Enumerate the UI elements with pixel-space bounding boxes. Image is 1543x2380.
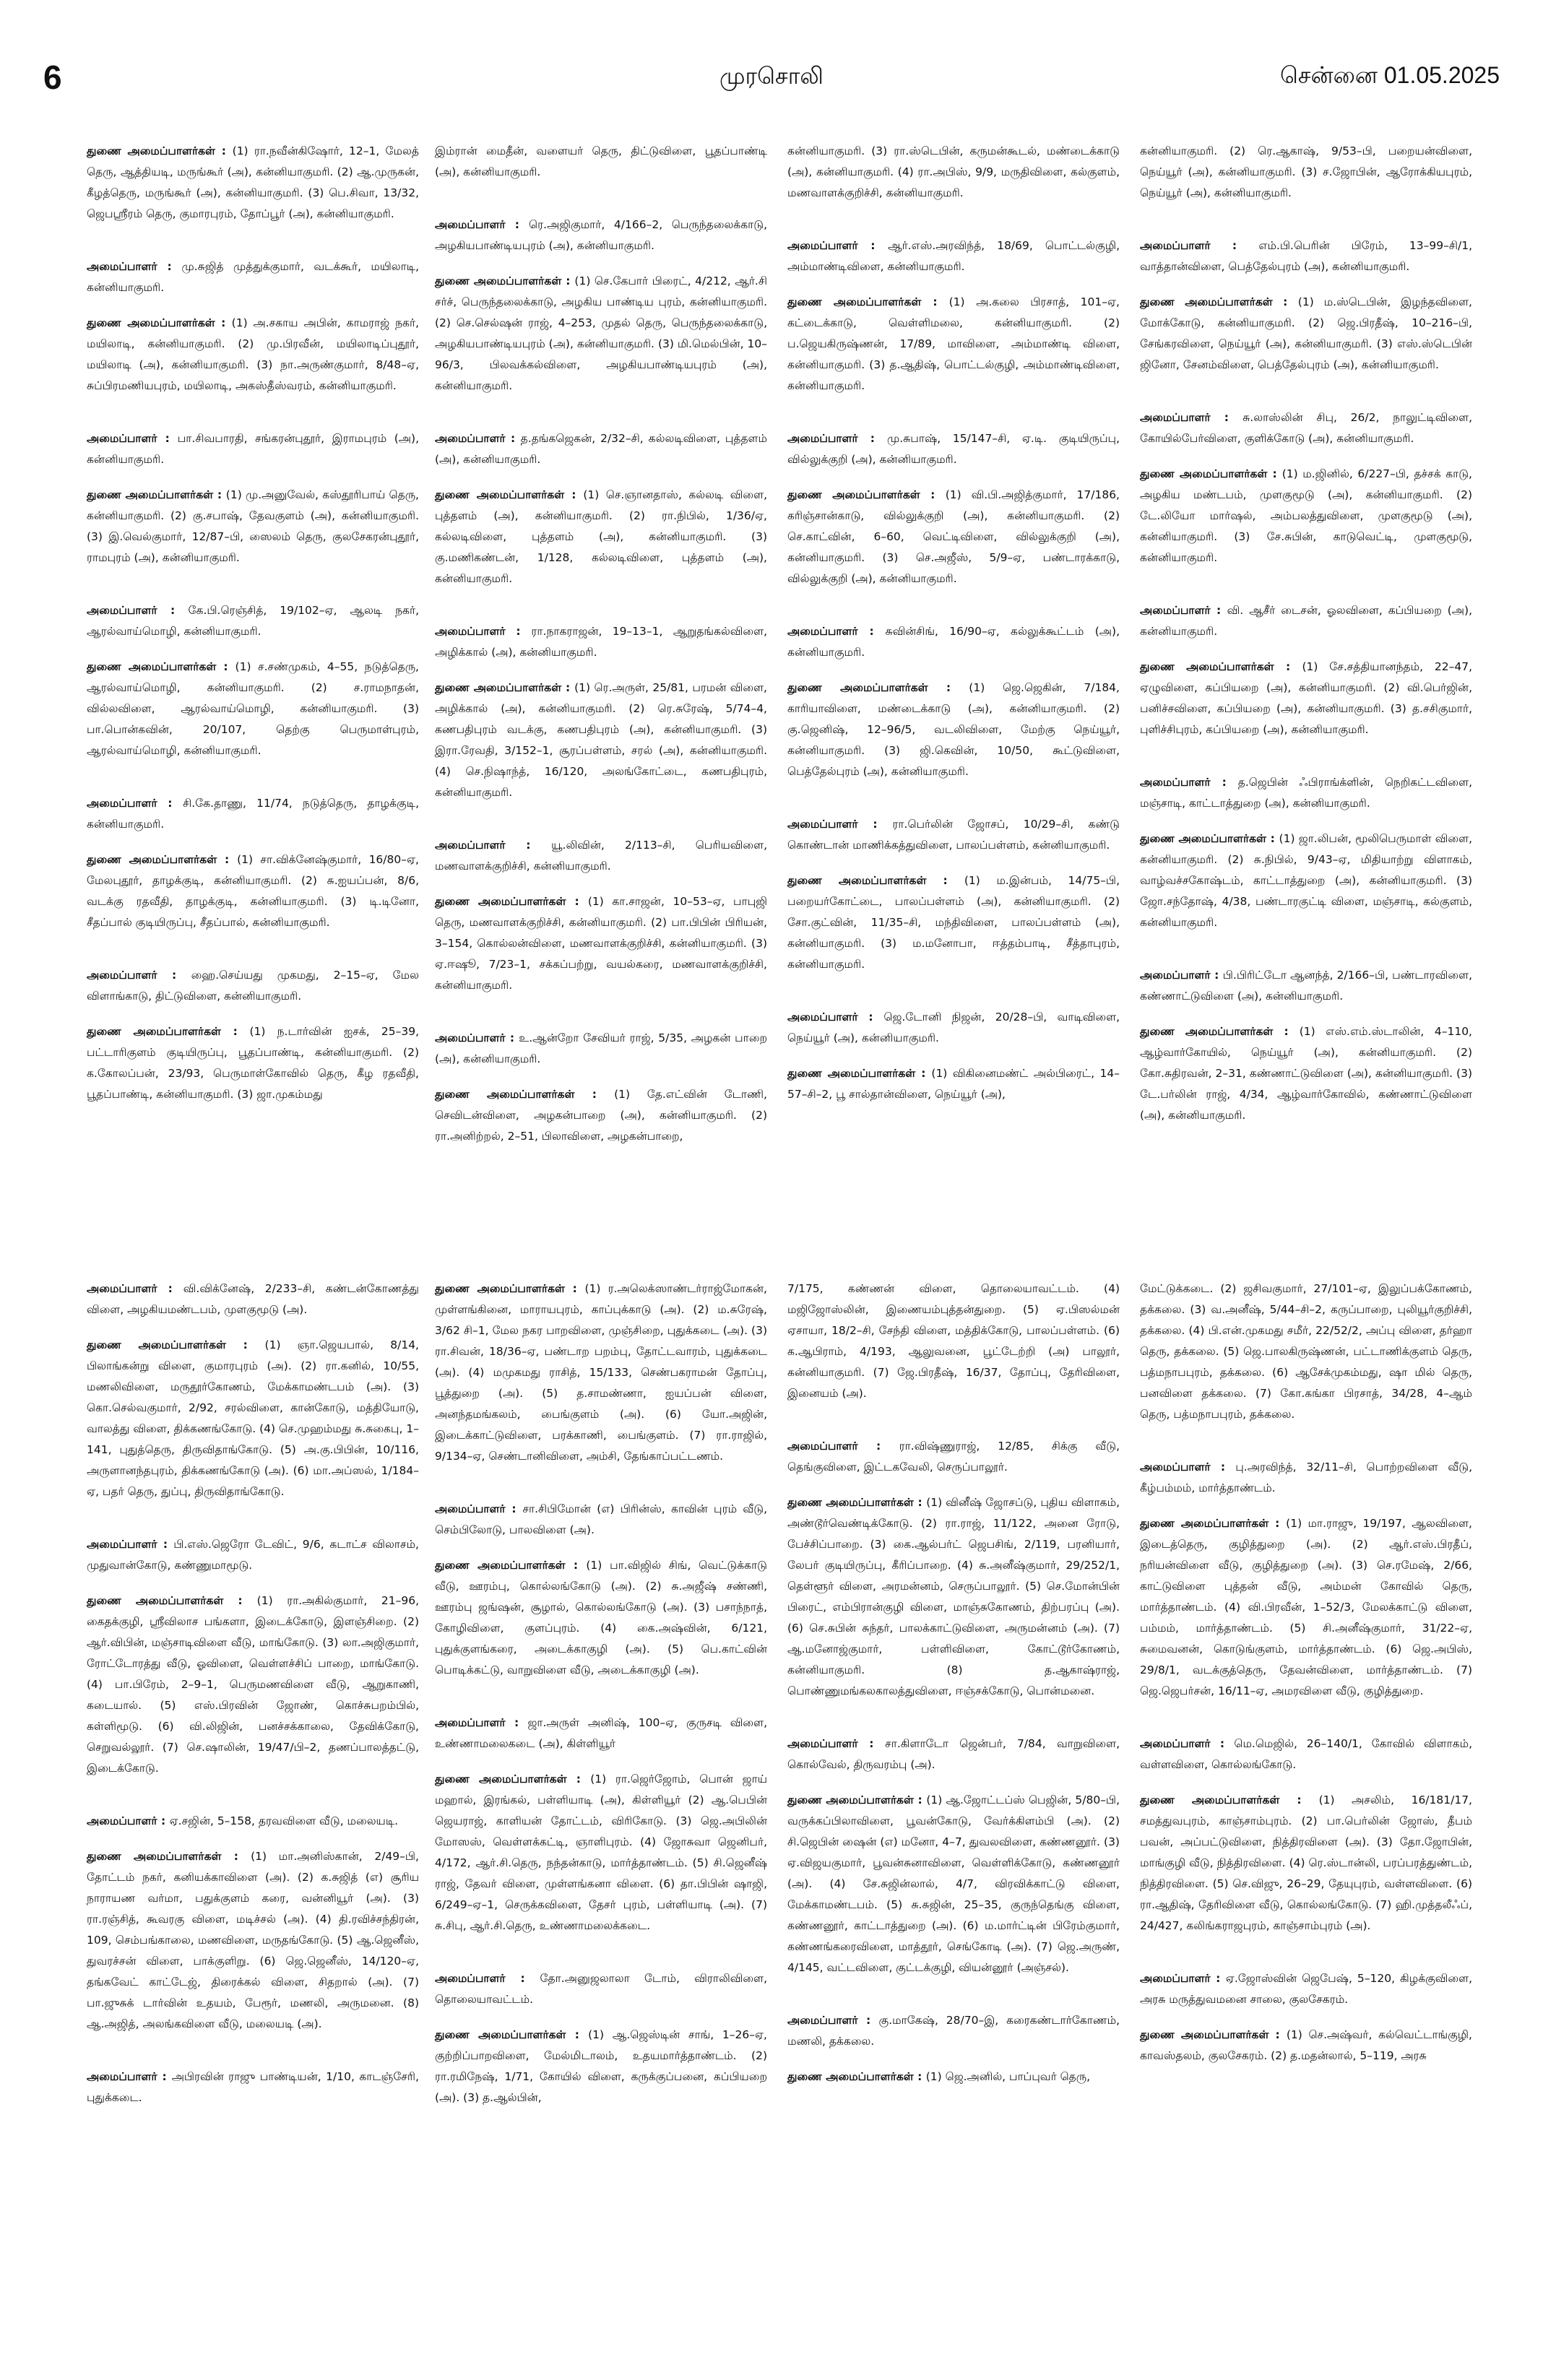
entry-text: சு.லாஸ்லின் சிபு, 26/2, நாலுட்டிவிளை, கோயில்பேர்விளை, குளிக்கோடு (அ), கன்னியாகுமரி. <box>1140 411 1472 445</box>
entry-text: (1) வி.பி.அஜித்குமார், 17/186, கரிஞ்சான்காடு, வில்லுக்குறி (அ), கன்னியாகுமரி. (2) செ.காட்வின், 6–60, வெட்டிவிளை, வில்லுக்குறி (அ), கன்னியாகுமரி. (3) செ.அஜீஸ், 5/9–ஏ, பண்டாரக்காடு, வில்லுக்குறி (அ), கன்னியாகுமரி. <box>787 488 1120 585</box>
deputy-organizers-entry <box>1140 1790 1472 1937</box>
entry-text: (1) ஜெ.அனில், பாப்புவர் தெரு, <box>925 2070 1091 2083</box>
entry-text: ஏ.ஜோஸ்வின் ஜெபேஷ், 5–120, கிழக்குவிளை, அரசு மருத்துவமனை சாலை, குலசேகரம். <box>1140 1972 1473 2006</box>
entry-text: சா.கிளாடோ ஜென்பர், 7/84, வாறுவிளை, கொல்வேல், திருவரம்பு (அ). <box>787 1737 1120 1771</box>
deputy-organizers-entry <box>1140 1513 1472 1702</box>
entry-text: பா.சிவபாரதி, சங்கரன்புதூர், இராமபுரம் (அ), கன்னியாகுமரி. <box>87 432 419 466</box>
entry-label: அமைப்பாளர் : <box>435 1972 540 1985</box>
entry-text: (1) எஸ்.எம்.ஸ்டாலின், 4–110, ஆழ்வார்கோயில், நெய்யூர் (அ), கன்னியாகுமரி. (2) கோ.சுதிரவன், 2–31, கண்ணாட்டுவிளை (அ), கன்னியாகுமரி. (3) டே.பர்லின் ராஜ், 4/34, ஆழ்வார்கோவில், கண்ணாட்டுவிளை (அ), கன்னியாகுமரி. <box>1140 1025 1472 1122</box>
entry-text: (1) ர.அலெக்ஸாண்டர்ராஜ்மோகன், முள்ளங்கினை, மாராயபுரம், காப்புக்காடு (அ). (2) ம.சுரேஷ், 3/62 சி–1, மேல நகர பாறவிளை, முஞ்சிறை, புதுக்கடை (அ). (3) ரா.சிவன், 18/36–ஏ, பண்டாற பறம்பு, தோட்டவாரம், புதுக்கடை (அ). (4) மமுகமது ராசித், 15/133, செண்பகராமன் தோப்பு, பூத்துறை (அ). (5) த.சாமண்ணா, ஐயப்பன் விளை, அனந்தமங்கலம், பைங்குளம் (அ). (6) யோ.அஜின், இடைக்காட்டுவிளை, பரக்காணி, பைங்குளம். (7) ரா.ராஜில், 9/134–ஏ, செண்டானிவிளை, அம்சி, தேங்காப்பட்டணம். <box>435 1282 767 1463</box>
entry-label: அமைப்பாளர் : <box>87 2070 172 2083</box>
entry-label: துணை அமைப்பாளர்கள் : <box>87 853 238 866</box>
entry-text: (1) மா.ராஜு, 19/197, ஆலவிளை, இடைத்தெரு, குழித்துறை (அ). (2) ஆர்.எஸ்.பிரதீப், நரியன்விளை வீடு, குழித்துறை (அ). (3) செ.ரமேஷ், 2/66, காட்டுவிளை புத்தன் வீடு, அம்மன் கோவில் தெரு, மார்த்தாண்டம். (4) வி.பிரவீன், 1–52/3, மேலக்காட்டு விளை, பம்மம், மார்த்தாண்டம். (5) சி.அனீஷ்குமார், 31/22–ஏ, சுமைவனன், கொடுங்குளம், மார்த்தாண்டம். (6) ஜெ.அபிஸ், 29/8/1, வடக்குத்தெரு, தேவன்விளை, மார்த்தாண்டம். (7) ஜெ.ஜெபர்சன், 16/11–ஏ, அமரவிளை வீடு, குழித்துறை. <box>1140 1517 1472 1697</box>
entry-text: ஜெ.டோனி நிஜன், 20/28–பி, வாடிவிளை, நெய்யூர் (அ), கன்னியாகுமரி. <box>787 1011 1120 1044</box>
entry-label: துணை அமைப்பாளர்கள் : <box>1140 832 1279 845</box>
entry-text: சுவின்சிங், 16/90–ஏ, கல்லுக்கூட்டம் (அ), கன்னியாகுமரி. <box>787 625 1120 659</box>
entry-label: துணை அமைப்பாளர்கள் : <box>435 1773 591 1786</box>
entry-label: துணை அமைப்பாளர்கள் : <box>787 2070 926 2083</box>
entry-label: அமைப்பாளர் : <box>435 839 552 852</box>
entry-text: (1) ம.ஸ்டெபின், இழந்தவிளை, மோக்கோடு, கன்னியாகுமரி. (2) ஜெ.பிரதீஷ், 10–216–பி, சேங்கரவிளை, நெய்யூர் (அ), கன்னியாகுமரி. (3) எஸ்.ஸ்டெபின் ஜினோ, சேனம்விளை, பெத்தேல்புரம் (அ), கன்னியாகுமரி. <box>1140 295 1472 371</box>
entry-text: (1) அ.கலை பிரசாத், 101–ஏ, கட்டைக்காடு, வெள்ளிமலை, கன்னியாகுமரி. (2) ப.ஜெயகிருஷ்ணன், 17/89, மாவிளை, அம்மாண்டி விளை, கன்னியாகுமரி. (3) த.ஆதிஷ், பொட்டல்குழி, அம்மாண்டிவிளை, கன்னியாகுமரி. <box>787 295 1120 392</box>
entry-label: அமைப்பாளர் : <box>435 1031 519 1044</box>
entry-label: துணை அமைப்பாளர்கள் : <box>87 1338 265 1351</box>
entry-text: ஏ.சஜின், 5–158, தரவவிளை வீடு, மலையடி. <box>169 1814 399 1827</box>
organizer-entry <box>787 621 1120 663</box>
deputy-organizers-entry <box>787 1063 1120 1105</box>
organizer-entry <box>435 1028 767 1070</box>
entry-text: (1) ம.இன்பம், 14/75–பி, பறையர்கோட்டை, பாலப்பள்ளம் (அ), கன்னியாகுமரி. (2) சோ.குட்வின், 11/35–சி, மந்திவிளை, பாலப்பள்ளம் (அ), கன்னியாகுமரி. (3) ம.மனோபா, ஈத்தம்பாடி, சீத்தாபுரம், கன்னியாகுமரி. <box>787 874 1120 971</box>
entry-label: துணை அமைப்பாளர்கள் : <box>435 488 584 501</box>
entry-text: (1) ச.சண்முகம், 4–55, நடுத்தெரு, ஆரல்வாய்மொழி, கன்னியாகுமரி. (2) ச.ராமநாதன், வில்லவிளை, ஆரல்வாய்மொழி, கன்னியாகுமரி. (3) பா.பொன்கவின், 20/107, தெற்கு பெருமாள்புரம், ஆரல்வாய்மொழி, கன்னியாகுமரி. <box>87 660 419 757</box>
column-3-bottom <box>787 1278 1120 2102</box>
deputy-organizers-entry <box>435 271 767 397</box>
deputy-organizers-entry <box>787 870 1120 975</box>
organizer-entry <box>1140 1968 1472 2010</box>
organizer-entry <box>435 1968 767 2010</box>
organizer-entry <box>787 428 1120 470</box>
entry-label: துணை அமைப்பாளர்கள் : <box>787 1496 927 1509</box>
entry-text: எம்.பி.பெரின் பிரேம், 13–99–சி/1, வாத்தான்விளை, பெத்தேல்புரம் (அ), கன்னியாகுமரி. <box>1140 239 1473 273</box>
entry-text: (1) வினீஷ் ஜோசப்டு, புதிய விளாகம், அண்டூர்வெண்டிக்கோடு. (2) ரா.ராஜ், 11/122, அனை ரோடு, பேச்சிப்பாறை. (3) கை.ஆல்பர்ட் ஜெபசிங், 2/119, பரனியார், லேபர் குடியிருப்பு, கீரிப்பாறை. (4) சு.அனீஷ்குமார், 29/252/1, தெள்ளூர் விளை, அரமன்னம், செருப்பாலூர். (5) செ.மோன்பின் பிரைட், எம்பிரான்குழி விளை, மாஞ்சுகோணம், திற்பரப்பு (அ). (6) செ.சுபின் சுந்தர், பாலக்காட்டுவிளை, அருமன்னம் (அ). (7) ஆ.மனோஜ்குமார், பள்ளிவிளை, கோட்டூர்கோணம், கன்னியாகுமரி. (8) த.ஆகாஷ்ராஜ், பொண்ணுமங்கலகாலத்துவிளை, ஈஞ்சக்கோடு, பொன்மனை. <box>787 1496 1120 1697</box>
entry-label: துணை அமைப்பாளர்கள் : <box>1140 2028 1287 2041</box>
entry-label: அமைப்பாளர் : <box>1140 1461 1236 1474</box>
entry-text: (1) அசலிம், 16/181/17, சமத்துவபுரம், காஞ்சாம்புரம். (2) பா.பெர்லின் ஜோஸ், தீபம் பவன், அப்பட்டுவிளை, நித்திரவிளை (அ). (3) தோ.ஜோபின், மாங்குழி வீடு, நித்திரவிளை. (4) ரெ.ஸ்டான்லி, பரப்பரத்துண்டம், நித்திரவிளை. (5) செ.விஜு, 26–29, தேயுபுரம், வள்ளவிளை. (6) ரா.ஆதிஷ், தேரிவிளை வீடு, கொல்லங்கோடு. (7) ஹி.முத்தலீஃப், 24/427, கலிங்கராஜபுரம், காஞ்சாம்புரம் (அ). <box>1140 1793 1472 1932</box>
deputy-organizers-entry <box>87 1335 419 1502</box>
entry-text: (1) ஜா.லிபன், மூலிபெருமாள் விளை, கன்னியாகுமரி. (2) சு.நிபில், 9/43–ஏ, மிதியாற்று விளாகம், வாழ்வச்சகோஷ்டம், காட்டாத்துறை (அ), கன்னியாகுமரி. (3) ஜோ.சந்தோஷ், 4/38, பண்டாரகுட்டி விளை, மஞ்சாடி, கல்குளம், கன்னியாகுமரி. <box>1140 832 1472 929</box>
deputy-organizers-entry <box>787 1492 1120 1702</box>
organizer-entry <box>87 256 419 298</box>
continued-text <box>1140 1278 1472 1425</box>
entry-label: அமைப்பாளர் : <box>787 239 888 252</box>
entry-text: (1) ஆ.ஜெஸ்டின் சாங், 1–26–ஏ, குற்றிப்பாறவிளை, மேல்மிடாலம், உதயமார்த்தாண்டம். (2) ரா.ரமிநேஷ், 1/71, கோயில் விளை, கருக்குப்பனை, கப்பியறை (அ). (3) த.ஆல்பின், <box>435 2028 767 2104</box>
page-header <box>43 58 1500 101</box>
organizer-entry <box>87 428 419 470</box>
entry-text: உ.ஆன்றோ சேவியர் ராஜ், 5/35, அழகன் பாறை (அ), கன்னியாகுமரி. <box>435 1031 767 1065</box>
entry-text: கன்னியாகுமரி. (3) ரா.ஸ்டெபின், கருமன்கூடல், மண்டைக்காடு (அ), கன்னியாகுமரி. (4) ரா.அபிஸ், 9/9, மருதிவிளை, கல்குளம், மணவாளக்குறிச்சி, கன்னியாகுமரி. <box>787 144 1120 199</box>
entry-text: (1) செ.ஞானதாஸ், கல்லடி விளை, புத்தளம் (அ), கன்னியாகுமரி. (2) ரா.நிபில், 1/36/ஏ, கல்லடிவிளை, புத்தளம் (அ), கன்னியாகுமரி. (3) கு.மணிகண்டன், 1/128, கல்லடிவிளை, புத்தளம் (அ), கன்னியாகுமரி. <box>435 488 767 585</box>
entry-text: மு.சுபாஷ், 15/147–சி, ஏ.டி. குடியிருப்பு, வில்லுக்குறி (அ), கன்னியாகுமரி. <box>787 432 1120 466</box>
deputy-organizers-entry <box>87 657 419 761</box>
entry-text: (1) ஜெ.ஜெகின், 7/184, காரியாவிளை, மண்டைக்காடு (அ), கன்னியாகுமரி. (2) கு.ஜெனிஷ், 12–96/5, வடலிவிளை, மேற்கு நெய்யூர், கன்னியாகுமரி. (3) ஜி.கெவின், 10/50, கூட்டுவிளை, பெத்தேல்புரம் (அ), கன்னியாகுமரி. <box>787 681 1120 778</box>
entry-text: இம்ரான் மைதீன், வளையர் தெரு, திட்டுவிளை, பூதப்பாண்டி (அ), கன்னியாகுமரி. <box>435 144 767 178</box>
entry-label: துணை அமைப்பாளர்கள் : <box>87 1850 251 1863</box>
entry-label: துணை அமைப்பாளர்கள் : <box>787 681 969 694</box>
entry-label: அமைப்பாளர் : <box>787 1440 899 1453</box>
dateline: சென்னை 01.05.2025 <box>1279 62 1500 88</box>
deputy-organizers-entry <box>787 292 1120 397</box>
deputy-organizers-entry <box>435 485 767 589</box>
entry-label: அமைப்பாளர் : <box>435 625 532 638</box>
deputy-organizers-entry <box>87 1591 419 1779</box>
entry-label: அமைப்பாளர் : <box>87 1282 183 1295</box>
column-3-top <box>787 141 1120 1120</box>
entry-text: (1) கா.சாஜன், 10–53–ஏ, பாபுஜி தெரு, மணவாளக்குறிச்சி, கன்னியாகுமரி. (2) பா.பிபின் பிரியன், 3–154, கொல்லன்விளை, மணவாளக்குறிச்சி, கன்னியாகுமரி. (3) ஏ.ஈஷூ, 7/23–1, சக்கப்பற்று, வயல்கரை, மணவாளக்குறிச்சி, கன்னியாகுமரி. <box>435 895 767 992</box>
deputy-organizers-entry <box>435 1084 767 1147</box>
entry-text: (1) அ.சகாய அபின், காமராஜ் நகர், மயிலாடி, கன்னியாகுமரி. (2) மு.பிரவீன், மயிலாடிப்புதூர், மயிலாடி (அ), கன்னியாகுமரி. (3) நா.அருண்குமார், 8/48–ஏ, சுப்பிரமணியபுரம், மயிலாடி, அகஸ்தீஸ்வரம், கன்னியாகுமரி. <box>87 316 419 392</box>
organizer-entry <box>87 600 419 642</box>
deputy-organizers-entry <box>1140 464 1472 568</box>
deputy-organizers-entry <box>1140 2025 1472 2067</box>
entry-text: (1) செ.கேபார் பிரைட், 4/212, ஆர்.சி சர்ச், பெருந்தலைக்காடு, அழகிய பாண்டிய புரம், கன்னியாகுமரி. (2) செ.செல்ஷன் ராஜ், 4–253, முதல் தெரு, பெருந்தலைக்காடு, அழகியபாண்டியபுரம் (அ), கன்னியாகுமரி. (3) மி.மெல்பின், 10–96/3, பிலவக்கல்விளை, அழகியபாண்டியபுரம் (அ), கன்னியாகுமரி. <box>435 274 767 392</box>
entry-text: கன்னியாகுமரி. (2) ரெ.ஆகாஷ், 9/53–பி, பறையன்விளை, நெய்யூர் (அ), கன்னியாகுமரி. (3) ச.ஜோபின், ஆரோக்கியபுரம், நெய்யூர் (அ), கன்னியாகுமரி. <box>1140 144 1472 199</box>
entry-label: அமைப்பாளர் : <box>435 1716 528 1729</box>
entry-label: துணை அமைப்பாளர்கள் : <box>87 1025 250 1038</box>
entry-label: அமைப்பாளர் : <box>435 1502 523 1515</box>
entry-text: (1) விகினைமண்ட் அல்பிரைட், 14–57–சி–2, பூ சால்தான்விளை, நெய்யூர் (அ), <box>787 1067 1120 1101</box>
organizer-entry <box>435 1499 767 1541</box>
organizer-entry <box>787 1007 1120 1049</box>
organizer-entry <box>1140 965 1472 1007</box>
entry-text: (1) மு.அனுவேல், கஸ்தூரிபாய் தெரு, கன்னியாகுமரி. (2) கு.சபாஷ், தேவகுளம் (அ), கன்னியாகுமரி. (3) இ.வெல்குமார், 12/87–பி, ஸைலம் தெரு, குலசேகரன்புதூர், ராமபுரம் (அ), கன்னியாகுமரி. <box>87 488 419 564</box>
deputy-organizers-entry <box>87 849 419 933</box>
entry-label: அமைப்பாளர் : <box>787 1011 884 1024</box>
entry-label: அமைப்பாளர் : <box>1140 969 1223 982</box>
entry-text: மெ.மெஜில், 26–140/1, கோவில் விளாகம், வள்ளவிளை, கொல்லங்கோடு. <box>1140 1737 1473 1771</box>
entry-text: ரா.பெர்லின் ஜோசப், 10/29–சி, கண்டு கொண்டான் மாணிக்கத்துவிளை, பாலப்பள்ளம், கன்னியாகுமரி. <box>787 818 1120 852</box>
entry-text: (1) சா.விக்னேஷ்குமார், 16/80–ஏ, மேலபுதூர், தாழக்குடி, கன்னியாகுமரி. (2) சு.ஐயப்பன், 8/6, வடக்கு ரதவீதி, தாழக்குடி, கன்னியாகுமரி. (3) டி.டினோ, சீதப்பால் குடியிருப்பு, சீதப்பால், கன்னியாகுமரி. <box>87 853 419 929</box>
organizer-entry <box>1140 1457 1472 1499</box>
entry-text: 7/175, கண்ணன் விளை, தொலையாவட்டம். (4) மஜிஜோஸ்லின், இணையம்புத்தன்துறை. (5) ஏ.பிஸல்மன் ஏசாயா, 18/2–சி, சேந்தி விளை, மத்திக்கோடு, பாலப்பள்ளம். (6) க.ஆபிராம், 4/193, ஆலுவனை, பூட்டேற்றி (அ) பாலூர், கன்னியாகுமரி. (7) ஜே.பிரதீஷ், 16/37, தோப்பு, தேரிவிளை, இனையம் (அ). <box>787 1282 1120 1400</box>
organizer-entry <box>87 1811 419 1832</box>
entry-label: துணை அமைப்பாளர்கள் : <box>1140 660 1302 673</box>
deputy-organizers-entry <box>1140 292 1472 376</box>
entry-label: அமைப்பாளர் : <box>87 797 183 810</box>
entry-label: அமைப்பாளர் : <box>435 218 530 231</box>
entry-text: சா.சிபிமோன் (எ) பிரின்ஸ், காவின் புரம் வீடு, செம்பிலோடு, பாலவிளை (அ). <box>435 1502 767 1536</box>
entry-text: (1) ரா.நவீன்கிஷோர், 12–1, மேலத் தெரு, ஆத்தியடி, மருங்கூர் (அ), கன்னியாகுமரி. (2) ஆ.முருகன், கீழத்தெரு, மருங்கூர் (அ), கன்னியாகுமரி. (3) பெ.சிவா, 13/32, ஜெபஸ்ரீரம் தெரு, குமாரபுரம், தோப்பூர் (அ), கன்னியாகுமரி. <box>87 144 419 220</box>
organizer-entry <box>1140 407 1472 449</box>
entry-label: துணை அமைப்பாளர்கள் : <box>787 488 946 501</box>
entry-text: (1) ஆ.ஜோட்டப்ஸ் பெஜின், 5/80–பி, வருக்கப்பிலாவிளை, பூவன்கோடு, வேர்க்கிளம்பி (அ). (2) சி.ஜெபின் ஷைன் (எ) மனோ, 4–7, துவலவிளை, கண்ணனூர். (3) ஏ.விஜயகுமார், பூவன்சுனாவிளை, வெள்ளிக்கோடு, கண்ணனூர் (அ). (4) சே.சுஜின்லால், 4/7, விரவிக்காட்டு விளை, மேக்காமண்டபம். (5) சு.சுஜின், 25–35, குருந்தெங்கு விளை, கண்ணனூர், காட்டாத்துறை (அ). (6) ம.மார்ட்டின் பிரேம்குமார், கண்ணங்கரைவிளை, மாத்தூர், செங்கோடி (அ). (7) ஜெ.அருண், 4/145, வட்டவிளை, குட்டக்குழி, வியன்னூர் (அஞ்சல்). <box>787 1793 1120 1974</box>
organizer-entry <box>435 835 767 877</box>
entry-text: (1) ரா.அகில்குமார், 21–96, கைதக்குழி, ஸ்ரீவிலாச பங்களா, இடைக்கோடு, இளஞ்சிறை. (2) ஆர்.விபின், மஞ்சாடிவிளை வீடு, மாங்கோடு. (3) லா.அஜிகுமார், ரோட்டோரத்து வீடு, ஓவிளை, வெள்ளச்சிப் பாறை, மாங்கோடு. (4) பா.பிரேம், 2–9–1, பெருமணவிளை வீடு, ஆறுகாணி, கடையால். (5) எஸ்.பிரவின் ஜோண், கொச்சுபறம்பில், கள்ளிமூடு. (6) வி.லிஜின், பனச்சக்காலை, தேவிக்கோடு, செறுவல்லூர். (7) செ.ஷாலின், 19/47/பி–2, தணப்பாலத்தட்டு, இடைக்கோடு. <box>87 1594 419 1775</box>
deputy-organizers-entry <box>87 1846 419 2035</box>
deputy-organizers-entry <box>787 485 1120 589</box>
newspaper-masthead: முரசொலி <box>719 62 824 90</box>
deputy-organizers-entry <box>435 891 767 996</box>
entry-label: துணை அமைப்பாளர்கள் : <box>787 1793 927 1806</box>
entry-label: அமைப்பாளர் : <box>787 1737 886 1750</box>
deputy-organizers-entry <box>435 2025 767 2108</box>
entry-label: துணை அமைப்பாளர்கள் : <box>87 144 233 157</box>
entry-label: அமைப்பாளர் : <box>1140 1737 1235 1750</box>
deputy-organizers-entry <box>435 1278 767 1467</box>
entry-label: அமைப்பாளர் : <box>787 625 886 638</box>
entry-text: த.ஜெபின் ஃபிராங்க்ளின், நெறிகட்டவிளை, மஞ்சாடி, காட்டாத்துறை (அ), கன்னியாகுமரி. <box>1140 776 1472 810</box>
organizer-entry <box>787 235 1120 277</box>
entry-label: அமைப்பாளர் : <box>787 818 893 831</box>
entry-text: ரா.நாகராஜன், 19–13–1, ஆறுதங்கல்விளை, அழிக்கால் (அ), கன்னியாகுமரி. <box>435 625 767 659</box>
entry-text: பி.பிரிட்டோ ஆனந்த், 2/166–பி, பண்டாரவிளை, கண்ணாட்டுவிளை (அ), கன்னியாகுமரி. <box>1140 969 1472 1003</box>
deputy-organizers-entry <box>1140 828 1472 933</box>
deputy-organizers-entry <box>87 485 419 568</box>
entry-text: மு.சுஜித் முத்துக்குமார், வடக்கூர், மயிலாடி, கன்னியாகுமரி. <box>87 260 419 294</box>
entry-text: பி.எஸ்.ஜெரோ டேவிட், 9/6, கடாட்ச விலாசம், முதுவான்கோடு, கண்ணுமாமூடு. <box>87 1538 419 1572</box>
organizer-entry <box>787 1436 1120 1478</box>
entry-text: ஹை.செய்யது முகமது, 2–15–ஏ, மேல விளாங்காடு, திட்டுவிளை, கன்னியாகுமரி. <box>87 969 419 1003</box>
column-2-top <box>435 141 767 1161</box>
entry-label: அமைப்பாளர் : <box>1140 604 1227 617</box>
entry-text: (1) பா.விஜில் சிங், வெட்டுக்காடு வீடு, ஊரம்பு, கொல்லங்கோடு (அ). (2) சு.அஜீஷ் சண்ணி, ஊரம்பு ஜங்ஷன், சூழால், கொல்லங்கோடு (அ). (3) பசாந்நாத், கோழிவிளை, குளப்புரம். (4) கை.அஷ்வின், 6/121, புதுக்குளங்கரை, அடைக்காகுழி (அ). (5) பெ.காட்வின் பொடிக்கட்டு, வாறுவிளை வீடு, அடைக்காகுழி (அ). <box>435 1559 767 1676</box>
entry-label: துணை அமைப்பாளர்கள் : <box>435 1559 587 1572</box>
deputy-organizers-entry <box>87 141 419 225</box>
entry-label: துணை அமைப்பாளர்கள் : <box>787 874 964 887</box>
entry-text: மேட்டுக்கடை. (2) ஜசிவகுமார், 27/101–ஏ, இலுப்பக்கோணம், தக்கலை. (3) வ.அனீஷ், 5/44–சி–2, கருப்பாறை, புலியூர்குறிச்சி, தக்கலை. (4) பி.என்.முகமது சமீர், 22/52/2, அப்பு விளை, தர்ஹா தெரு, தக்கலை. (5) ஜெ.பாலகிருஷ்ணன், பட்டாணிக்குளம் தெரு, பத்மநாபபுரம், தக்கலை. (6) ஆசேக்முகம்மது, ஷா மில் தெரு, பனவிளை தக்கலை. (7) கோ.கங்கா பிரசாத், 34/28, 4–ஆம் தெரு, பத்மநாபபுரம், தக்கலை. <box>1140 1282 1472 1421</box>
entry-label: துணை அமைப்பாளர்கள் : <box>787 295 949 308</box>
deputy-organizers-entry <box>87 313 419 397</box>
entry-text: பு.அரவிந்த், 32/11–சி, பொற்றவிளை வீடு, கீழ்பம்மம், மார்த்தாண்டம். <box>1140 1461 1472 1494</box>
entry-text: (1) மா.அனிஸ்கான், 2/49–பி, தோட்டம் நகர், கனியக்காவிளை (அ). (2) க.சுஜித் (எ) சூரிய நாராயண வர்மா, பதுக்குளம் கரை, வன்னியூர் (அ). (3) ரா.ரஞ்சித், கூவரகு விளை, மடிச்சல் (அ). (4) தி.ரவிச்சந்திரன், 109, செம்பங்காலை, மணவிளை, மருதங்கோடு. (5) ஆ.ஜெனீஸ், துவரச்சன் விளை, பாக்குளிறு. (6) ஜெ.ஜெனீஸ், 14/120–ஏ, தங்கவேட் காட்டேஜ், திரைக்கல் விளை, சிதறால் (அ). (7) பா.ஜுசுக் டார்வின் உதயம், பேரூர், மணலி, அருமனை. (8) ஆ.அஜித், அலங்கவிளை வீடு, மலையடி (அ). <box>87 1850 419 2030</box>
entry-text: (1) தே.எட்வின் டோணி, செவிடன்விளை, அழகன்பாறை (அ), கன்னியாகுமரி. (2) ரா.அனிற்றல், 2–51, பிலாவிளை, அழகன்பாறை, <box>435 1088 767 1143</box>
entry-label: அமைப்பாளர் : <box>435 432 521 445</box>
organizer-entry <box>1140 1734 1472 1775</box>
entry-label: அமைப்பாளர் : <box>87 1814 170 1827</box>
entry-label: துணை அமைப்பாளர்கள் : <box>435 1282 585 1295</box>
entry-label: அமைப்பாளர் : <box>87 969 191 982</box>
organizer-entry <box>87 965 419 1007</box>
entry-label: அமைப்பாளர் : <box>787 432 888 445</box>
continued-text <box>435 141 767 183</box>
deputy-organizers-entry <box>787 2067 1120 2087</box>
entry-text: கே.பி.ரெஞ்சித், 19/102–ஏ, ஆலடி நகர், ஆரல்வாய்மொழி, கன்னியாகுமரி. <box>87 604 419 638</box>
entry-label: அமைப்பாளர் : <box>87 1538 174 1551</box>
continued-text <box>1140 141 1472 204</box>
entry-text: (1) சே.சத்தியானந்தம், 22–47, ஏழுவிளை, கப்பியறை (அ), கன்னியாகுமரி. (2) வி.பெர்ஜின், பனிச்சவிளை, கப்பியறை (அ), கன்னியாகுமரி. (3) த.சசிகுமார், புளிச்சிபுரம், கப்பியறை (அ), கன்னியாகுமரி. <box>1140 660 1472 736</box>
organizer-entry <box>435 1713 767 1754</box>
entry-text: யூ.லிவின், 2/113–சி, பெரியவிளை, மணவாளக்குறிச்சி, கன்னியாகுமரி. <box>435 839 767 873</box>
entry-label: துணை அமைப்பாளர்கள் : <box>87 660 235 673</box>
entry-text: சி.கே.தாணு, 11/74, நடுத்தெரு, தாழக்குடி, கன்னியாகுமரி. <box>87 797 419 831</box>
entry-text: ரெ.அஜிகுமார், 4/166–2, பெருந்தலைக்காடு, அழகியபாண்டியபுரம் (அ), கன்னியாகுமரி. <box>435 218 767 252</box>
organizer-entry <box>787 2010 1120 2052</box>
organizer-entry <box>435 428 767 470</box>
organizer-entry <box>435 621 767 663</box>
continued-text <box>787 141 1120 204</box>
entry-label: துணை அமைப்பாளர்கள் : <box>435 681 575 694</box>
entry-label: துணை அமைப்பாளர்கள் : <box>87 316 232 329</box>
organizer-entry <box>1140 235 1472 277</box>
entry-text: ஆர்.எஸ்.அரவிந்த், 18/69, பொட்டல்குழி, அம்மாண்டிவிளை, கன்னியாகுமரி. <box>787 239 1120 273</box>
entry-text: (1) செ.அஷ்வர், கல்வெட்டாங்குழி, காவஸ்தலம், குலசேகரம். (2) த.மதன்லால், 5–119, அரசு <box>1140 2028 1472 2062</box>
entry-label: துணை அமைப்பாளர்கள் : <box>1140 295 1298 308</box>
entry-label: அமைப்பாளர் : <box>1140 1972 1226 1985</box>
entry-text: (1) ம.ஜினில், 6/227–பி, தச்சக் காடு, அழகிய மண்டபம், முளகுமூடு (அ), கன்னியாகுமரி. (2) டே.லியோ மார்ஷல், அம்பலத்துவிளை, முளகுமூடு (அ), கன்னியாகுமரி. (3) சே.சுபின், காடுவெட்டி, முளகுமூடு, கன்னியாகுமரி. <box>1140 467 1472 564</box>
entry-text: ரா.விஷ்ணுராஜ், 12/85, சிக்கு வீடு, தெங்குவிளை, இட்டகவேலி, செருப்பாலூர். <box>787 1440 1120 1474</box>
column-4-top <box>1140 141 1472 1141</box>
entry-text: (1) ரா.ஜெர்ஜோம், பொன் ஜாய் மஹால், இரங்கல், பள்ளியாடி (அ), கிள்ளியூர் (2) ஆ.பெபின் ஜெயராஜ், காளியன் தோட்டம், விரிகோடு. (3) ஜெ.அபிலின் மோஸஸ், வெள்ளக்கட்டி, ஞாளிபுரம். (4) ஜோசுவா ஜெனிபர், 4/172, ஆர்.சி.தெரு, நந்தன்காடு, மார்த்தாண்டம். (5) சி.ஜெனீஷ் ராஜ், தேவர் விளை, முள்ளங்கனா விளை. (6) தா.பிபின் ஷாஜி, 6/249–ஏ–1, செருக்கவிளை, தேசர் புரம், பள்ளியாடி (அ). (7) சு.சிபு, ஆர்.சி.தெரு, உண்ணாமலைக்கடை. <box>435 1773 767 1932</box>
entry-text: (1) ந.டார்வின் ஐசக், 25–39, பட்டாரிகுளம் குடியிருப்பு, பூதப்பாண்டி, கன்னியாகுமரி. (2) க.கோலப்பன், 23/93, பெருமாள்கோவில் தெரு, கீழ ரதவீதி, பூதப்பாண்டி, கன்னியாகுமரி. (3) ஜா.முகம்மது <box>87 1025 419 1101</box>
deputy-organizers-entry <box>787 1790 1120 1978</box>
entry-text: அபிரவின் ராஜு பாண்டியன், 1/10, காடஞ்சேரி, புதுக்கடை. <box>87 2070 420 2104</box>
entry-label: துணை அமைப்பாளர்கள் : <box>435 274 575 287</box>
deputy-organizers-entry <box>435 678 767 803</box>
organizer-entry <box>435 215 767 256</box>
entry-label: அமைப்பாளர் : <box>87 604 189 617</box>
column-1-bottom <box>87 1278 419 2123</box>
entry-label: துணை அமைப்பாளர்கள் : <box>435 895 588 908</box>
organizer-entry <box>87 793 419 835</box>
entry-label: துணை அமைப்பாளர்கள் : <box>87 1594 257 1607</box>
entry-label: துணை அமைப்பாளர்கள் : <box>787 1067 932 1080</box>
entry-text: (1) ஞா.ஜெயபால், 8/14, பிலாங்கன்று விளை, குமாரபுரம் (அ). (2) ரா.கனில், 10/55, மணலிவிளை, மருதூர்கோணம், மேக்காமண்டபம் (அ). (3) கொ.செல்வகுமார், 2/92, சரல்விளை, கான்கோடு, மத்தியோடு, வாலத்து விளை, திக்கணங்கோடு. (4) செ.முஹம்மது சு.சுகைபு, 1–141, புதுத்தெரு, திருவிதாங்கோடு. (5) அ.கு.பிபின், 10/116, அருளானந்தபுரம், திக்கணங்கோடு (அ). (6) மா.அப்ஸல், 1/184–ஏ, பதர் தெரு, துப்பு, திருவிதாங்கோடு. <box>87 1338 419 1498</box>
entry-text: தோ.அனுஜலாலா டோம், விராலிவிளை, தொலையாவட்டம். <box>435 1972 768 2006</box>
organizer-entry <box>1140 772 1472 814</box>
deputy-organizers-entry <box>435 1555 767 1681</box>
entry-label: அமைப்பாளர் : <box>1140 776 1238 789</box>
column-2-bottom <box>435 1278 767 2123</box>
organizer-entry <box>787 1734 1120 1775</box>
deputy-organizers-entry <box>1140 1021 1472 1126</box>
entry-label: அமைப்பாளர் : <box>787 2014 879 2027</box>
organizer-entry <box>787 814 1120 856</box>
entry-label: அமைப்பாளர் : <box>1140 411 1243 424</box>
entry-label: துணை அமைப்பாளர்கள் : <box>1140 467 1282 480</box>
column-1-top <box>87 141 419 1120</box>
deputy-organizers-entry <box>435 1769 767 1937</box>
deputy-organizers-entry <box>87 1021 419 1105</box>
column-4-bottom <box>1140 1278 1472 2081</box>
organizer-entry <box>1140 600 1472 642</box>
entry-text: வி.விக்னேஷ், 2/233–சி, கண்டன்கோணத்து விளை, அழகியமண்டபம், முளகுமூடு (அ). <box>87 1282 419 1316</box>
entry-text: ஜா.அருள் அனிஷ், 100–ஏ, குருசடி விளை, உண்ணாமலைகடை (அ), கிள்ளியூர் <box>435 1716 767 1750</box>
entry-label: துணை அமைப்பாளர்கள் : <box>435 2028 589 2041</box>
organizer-entry <box>87 2067 419 2108</box>
deputy-organizers-entry <box>787 678 1120 782</box>
entry-label: அமைப்பாளர் : <box>1140 239 1259 252</box>
entry-text: வி. ஆசீர் டைசன், ஓலவிளை, கப்பியறை (அ), கன்னியாகுமரி. <box>1140 604 1472 638</box>
entry-label: துணை அமைப்பாளர்கள் : <box>1140 1517 1287 1530</box>
organizer-entry <box>87 1278 419 1320</box>
continued-text <box>787 1278 1120 1404</box>
entry-text: கு.மாகேஷ், 28/70–இ, கரைகண்டார்கோணம், மணலி, தக்கலை. <box>787 2014 1120 2048</box>
page-number: 6 <box>43 59 62 96</box>
entry-text: (1) ரெ.அருள், 25/81, பரமன் விளை, அழிக்கால் (அ), கன்னியாகுமரி. (2) ரெ.சுரேஷ், 5/74–4, கணபதிபுரம் வடக்கு, கணபதிபுரம் (அ), கன்னியாகுமரி. (3) இரா.ரேவதி, 3/152–1, சூரப்பள்ளம், சரல் (அ), கன்னியாகுமரி. (4) செ.நிஷாந்த், 16/120, அலங்கோட்டை, கணபதிபுரம், கன்னியாகுமரி. <box>435 681 767 799</box>
entry-label: துணை அமைப்பாளர்கள் : <box>87 488 226 501</box>
organizer-entry <box>87 1534 419 1576</box>
deputy-organizers-entry <box>1140 657 1472 740</box>
entry-text: த.தங்கஜெகன், 2/32–சி, கல்லடிவிளை, புத்தளம் (அ), கன்னியாகுமரி. <box>435 432 768 466</box>
entry-label: துணை அமைப்பாளர்கள் : <box>1140 1025 1300 1038</box>
entry-label: துணை அமைப்பாளர்கள் : <box>1140 1793 1319 1806</box>
entry-label: துணை அமைப்பாளர்கள் : <box>435 1088 615 1101</box>
entry-label: அமைப்பாளர் : <box>87 432 178 445</box>
entry-label: அமைப்பாளர் : <box>87 260 182 273</box>
